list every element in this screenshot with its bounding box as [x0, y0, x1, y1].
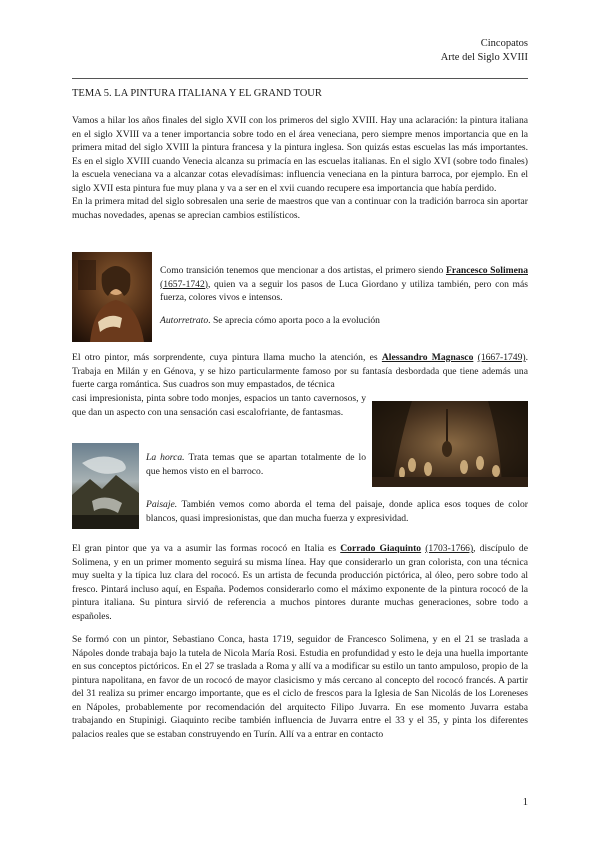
intro-paragraph-2: En la primera mitad del siglo sobresalen una serie de maestros que van a continuar con la tradición barroca sin aportar muchas novedades, apenas se aprecian cambios estilísticos. — [72, 196, 528, 221]
artist-dates-giaquinto: (1703-1766) — [425, 543, 474, 554]
page-number: 1 — [522, 797, 528, 808]
caption-paisaje: Paisaje. También vemos como aborda el tema del paisaje, donde aplica esos toques de color blancos, quasi impresionistas, que dan mucha fuerza y expresividad. — [146, 499, 528, 524]
artist-dates-magnasco: (1667-1749) — [477, 352, 526, 363]
artist-name-magnasco: Alessandro Magnasco — [381, 352, 474, 363]
giaquinto-paragraph-1: El gran pintor que ya va a asumir las formas rococó en Italia es Corrado Giaquinto (1703-1766), discípulo de Solimena, y en un primer momento seguirá su misma línea. Hay que considerarlo un gran colorista, con una técnica muy suelta y la típica luz clara del rococó. Es un artista de fecunda producción pictórica, al óleo, pero sobre todo al fresco. Pintará incluso aquí, en España. Podemos considerarlo como el máximo exponente de la pintura rococó de la pintura italiana. Su pintura sirvió de referencia a muchos pintores durante muchas generaciones, sobre todo a españoles. — [72, 543, 528, 622]
artist-dates-solimena: (1657-1742) — [160, 278, 208, 290]
solimena-text: Como transición tenemos que mencionar a dos artistas, el primero siendo Francesco Solimena (1657-1742), quien va a seguir los pasos de Luca Giordano y utiliza también, pero con más fuerza, colores vivos e intensos. Autorretrato. Se aprecia cómo aporta poco a la evolución — [160, 265, 528, 326]
artist-name-solimena: Francesco Solimena — [445, 265, 528, 276]
header-subject: Arte del Siglo XVIII — [440, 52, 528, 63]
caption-autorretrato-title: Autorretrato — [160, 314, 209, 326]
page-header — [441, 37, 528, 65]
document-title: TEMA 5. LA PINTURA ITALIANA Y EL GRAND TOUR — [72, 88, 322, 99]
header-author: Cincopatos — [480, 38, 528, 49]
caption-autorretrato-text: . Se aprecia cómo aporta poco a la evolución — [208, 314, 380, 326]
paisaje-painting-image — [72, 443, 139, 529]
la-horca-painting-image — [372, 401, 528, 487]
magnasco-continuation: casi impresionista, pinta sobre todo monjes, espacios un tanto cavernosos, y que dan un aspecto con una sensación casi escalofriante, de fantasmas. — [72, 393, 366, 418]
caption-paisaje-title: Paisaje. — [146, 499, 178, 510]
header-divider — [72, 78, 528, 79]
magnasco-intro: El otro pintor, más sorprendente, cuya pintura llama mucho la atención, es Alessandro Magnasco (1667-1749). Trabaja en Milán y en Génova, y se hizo particularmente famoso por su fantasía desbordada que tiene además una fuerte carga romántica. Sus cuadros son muy empastados, de técnica — [72, 352, 529, 390]
giaquinto-section — [72, 542, 528, 741]
intro-paragraph: Vamos a hilar los años finales del siglo XVII con los primeros del siglo XVIII. Hay una aclaración: la pintura italiana en el siglo XVIII va a tener importancia sobre todo en el área veneciana, pero siempre menos importancia que en la primera mitad del siglo XVIII la pintura francesa y la pintura inglesa. Son quizás estas escuelas las más importantes. Es en el siglo XVIII cuando Venecia alcanza su primacía en las escuelas italianas. En el siglo XVI (sobre todo finales) la escuela veneciana va a alcanzar cotas elevadísimas: influencia veneciana en la pintura barroca, por ejemplo. En el siglo XVII esta pintura fue muy plana y va a ser en el xvii cuando recupere esa importancia que había perdido. — [72, 115, 528, 194]
artist-name-giaquinto: Corrado Giaquinto — [340, 543, 422, 554]
solimena-self-portrait-image — [72, 252, 152, 342]
giaquinto-paragraph-2: Se formó con un pintor, Sebastiano Conca, hasta 1719, seguidor de Francesco Solimena, y en el 21 se traslada a Nápoles donde trabaja bajo la tutela de Nicola María Rosi. Estudia en profundidad y esto le deja una huella importante en sus conceptos pictóricos. En el 27 se traslada a Roma y allí va a modificar su estilo un tanto ampuloso, propio de la pintura napolitana, en favor de un rococó de mayor clasicismo y más cercano al concepto del rococó francés. A partir del 31 realiza su primer encargo importante, que es el ciclo de frescos para la Iglesia de San Nicolás de los Loreneses en Nápoles, probablemente por recomendación del arquitecto Filipo Juvarra. En ese momento Juvarra estaba trabajando en Stupinigi. Giaquinto recibe también influencia de Juvarra entre el 33 y el 35, y pinta los diferentes palacios reales que se estaban construyendo en Turín. Allí va a entrar en contacto — [72, 634, 528, 740]
caption-la-horca-title: La horca. — [146, 452, 185, 463]
intro-section — [72, 114, 528, 222]
caption-la-horca: La horca. Trata temas que se apartan totalmente de lo que hemos visto en el barroco. — [146, 452, 366, 477]
